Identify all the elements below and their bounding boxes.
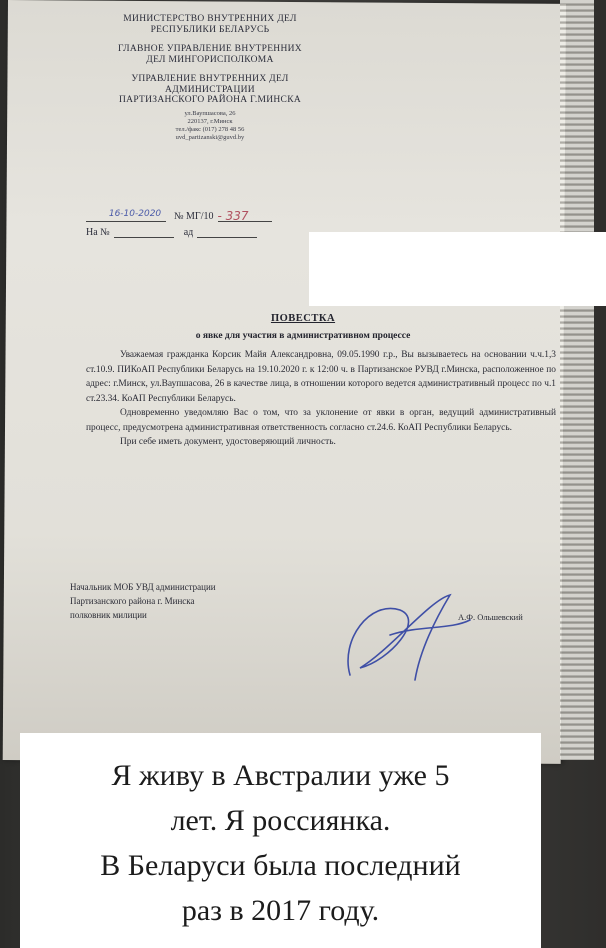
summons-paragraph: Одновременно уведомляю Вас о том, что за уклонение от явки в орган, ведущий административный процесс, предусмотрена административная ответственность согласно ст.24.6. КоАП Республики Беларусь. — [86, 408, 556, 433]
department-line: АДМИНИСТРАЦИИ — [165, 84, 255, 95]
signatory-line: Партизанского района г. Минска — [70, 596, 195, 606]
directorate-name — [80, 44, 340, 65]
na-line — [114, 225, 174, 238]
department-address — [80, 110, 340, 142]
department-line: УПРАВЛЕНИЕ ВНУТРЕННИХ ДЕЛ — [131, 74, 289, 84]
summons-title: ПОВЕСТКА — [270, 313, 336, 324]
signature-scribble — [330, 580, 480, 690]
address-line: ул.Ваупшасова, 26 — [184, 109, 236, 117]
redaction-box — [309, 232, 606, 306]
directorate-line: ГЛАВНОЕ УПРАВЛЕНИЕ ВНУТРЕННИХ — [118, 44, 302, 54]
summons-body — [86, 348, 556, 450]
summons-paragraph: При себе иметь документ, удостоверяющий личность. — [120, 437, 336, 447]
ministry-name — [80, 14, 340, 35]
reference-block — [86, 206, 272, 238]
number-handwritten: - 337 — [218, 209, 272, 222]
directorate-line: ДЕЛ МИНГОРИСПОЛКОМА — [146, 54, 274, 65]
ministry-line: МИНИСТЕРСТВО ВНУТРЕННИХ ДЕЛ — [123, 14, 297, 24]
department-line: ПАРТИЗАНСКОГО РАЙОНА Г.МИНСКА — [119, 95, 301, 105]
signatory-line: полковник милиции — [70, 610, 147, 620]
letterhead — [80, 14, 340, 151]
number-label: № МГ/10 — [174, 211, 214, 222]
caption-line: раз в 2017 году. — [181, 894, 380, 927]
paper-stack-edge — [560, 0, 594, 760]
signatory-name: А.Ф. Ольшевский — [458, 612, 523, 622]
date-handwritten: 16-10-2020 — [104, 209, 166, 222]
summons-paragraph: Уважаемая гражданка Корсик Майя Александровна, 09.05.1990 г.р., Вы вызываетесь на основании ч.ч.1,3 ст.10.9. ПИКоАП Республики Беларусь на 19.10.2020 г. к 12:00 ч. в Партизанское РУВД г.Минска, расположенное по адрес: г.Минск, ул.Ваупшасова, 26 в качестве лица, в отношении которого ведется административный процесс по ч.1 ст.23.34. КоАП Республики Беларусь. — [86, 350, 556, 404]
address-line: uvd_partizanski@guvd.by — [175, 133, 245, 141]
department-name — [80, 74, 340, 142]
address-line: 220137, г.Минск — [187, 117, 233, 125]
summons-subtitle: о явке для участия в административном процессе — [195, 331, 411, 341]
ministry-line: РЕСПУБЛИКИ БЕЛАРУСЬ — [150, 24, 270, 35]
signatory-title — [70, 580, 216, 622]
na-label: На № — [86, 227, 110, 238]
signatory-line: Начальник МОБ УВД администрации — [70, 582, 216, 592]
address-line: тел./факс (017) 278 48 56 — [175, 125, 245, 133]
ad-line — [197, 225, 257, 238]
caption-line: Я живу в Австралии уже 5 — [111, 759, 450, 792]
caption-overlay — [20, 733, 541, 948]
caption-line: лет. Я россиянка. — [170, 804, 391, 837]
date-line-lead — [86, 209, 104, 222]
caption-line: В Беларуси была последний — [100, 849, 461, 882]
ad-label: ад — [183, 227, 194, 238]
